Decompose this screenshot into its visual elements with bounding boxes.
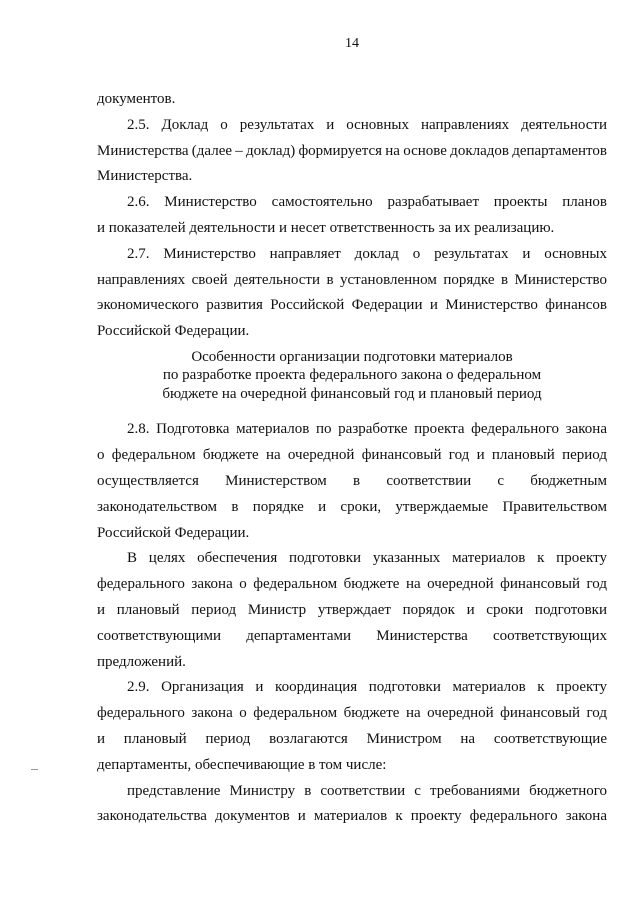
section-heading: [97, 348, 607, 404]
document-body: [97, 87, 607, 830]
scan-mark: [31, 769, 38, 770]
text-line: департаменты, обеспечивающие в том числе:: [97, 756, 387, 773]
paragraph-2-7: [97, 242, 607, 345]
text-line: осуществляется Министерством в соответствии с бюджетным: [97, 473, 607, 490]
text-line: Министерства (далее – доклад) формируется на основе докладов департаментов: [97, 142, 607, 159]
text-line: федерального закона о федеральном бюджете на очередной финансовый год: [97, 576, 607, 593]
text-line: и плановый период возлагаются Министром на соответствующие: [97, 731, 607, 748]
text-line: 2.8. Подготовка материалов по разработке проекта федерального закона: [127, 421, 607, 438]
text-line: о федеральном бюджете на очередной финансовый год и плановый период: [97, 447, 607, 464]
text-line: соответствующими департаментами Министерства соответствующих: [97, 627, 607, 644]
text-line: Российской Федерации.: [97, 524, 250, 541]
text-line: предложений.: [97, 653, 186, 670]
text-line: Российской Федерации.: [97, 323, 250, 340]
text-line: представление Министру в соответствии с требованиями бюджетного: [127, 782, 607, 799]
paragraph-preparation-order: [97, 546, 607, 675]
heading-line: по разработке проекта федерального закона о федеральном: [162, 367, 542, 384]
text-line: и плановый период Министр утверждает порядок и сроки подготовки: [97, 602, 607, 619]
paragraph-continuation: [97, 87, 607, 113]
paragraph-2-5: [97, 113, 607, 190]
text-line: экономического развития Российской Федерации и Министерство финансов: [97, 297, 607, 314]
text-line: 2.5. Доклад о результатах и основных направлениях деятельности: [127, 116, 607, 133]
heading-line: Особенности организации подготовки материалов: [191, 348, 513, 365]
text-line: 2.9. Организация и координация подготовки материалов к проекту: [127, 679, 607, 696]
page-number: 14: [345, 36, 359, 51]
text-line: законодательством в порядке и сроки, утверждаемые Правительством: [97, 498, 607, 515]
text-line: направлениях своей деятельности в установленном порядке в Министерство: [97, 271, 607, 288]
paragraph-submission: [97, 779, 607, 831]
text-line: документов.: [97, 91, 176, 107]
paragraph-2-6: [97, 190, 607, 242]
text-line: законодательства документов и материалов к проекту федерального закона: [97, 808, 607, 825]
paragraph-2-9: [97, 675, 607, 778]
heading-line: бюджете на очередной финансовый год и плановый период: [162, 385, 542, 402]
text-line: 2.7. Министерство направляет доклад о результатах и основных: [127, 245, 607, 262]
text-line: федерального закона о федеральном бюджете на очередной финансовый год: [97, 705, 607, 722]
paragraph-2-8: [97, 417, 607, 546]
text-line: и показателей деятельности и несет ответственность за их реализацию.: [97, 219, 555, 236]
text-line: В целях обеспечения подготовки указанных материалов к проекту: [127, 550, 607, 567]
text-line: 2.6. Министерство самостоятельно разрабатывает проекты планов: [127, 194, 607, 211]
text-line: Министерства.: [97, 168, 193, 185]
